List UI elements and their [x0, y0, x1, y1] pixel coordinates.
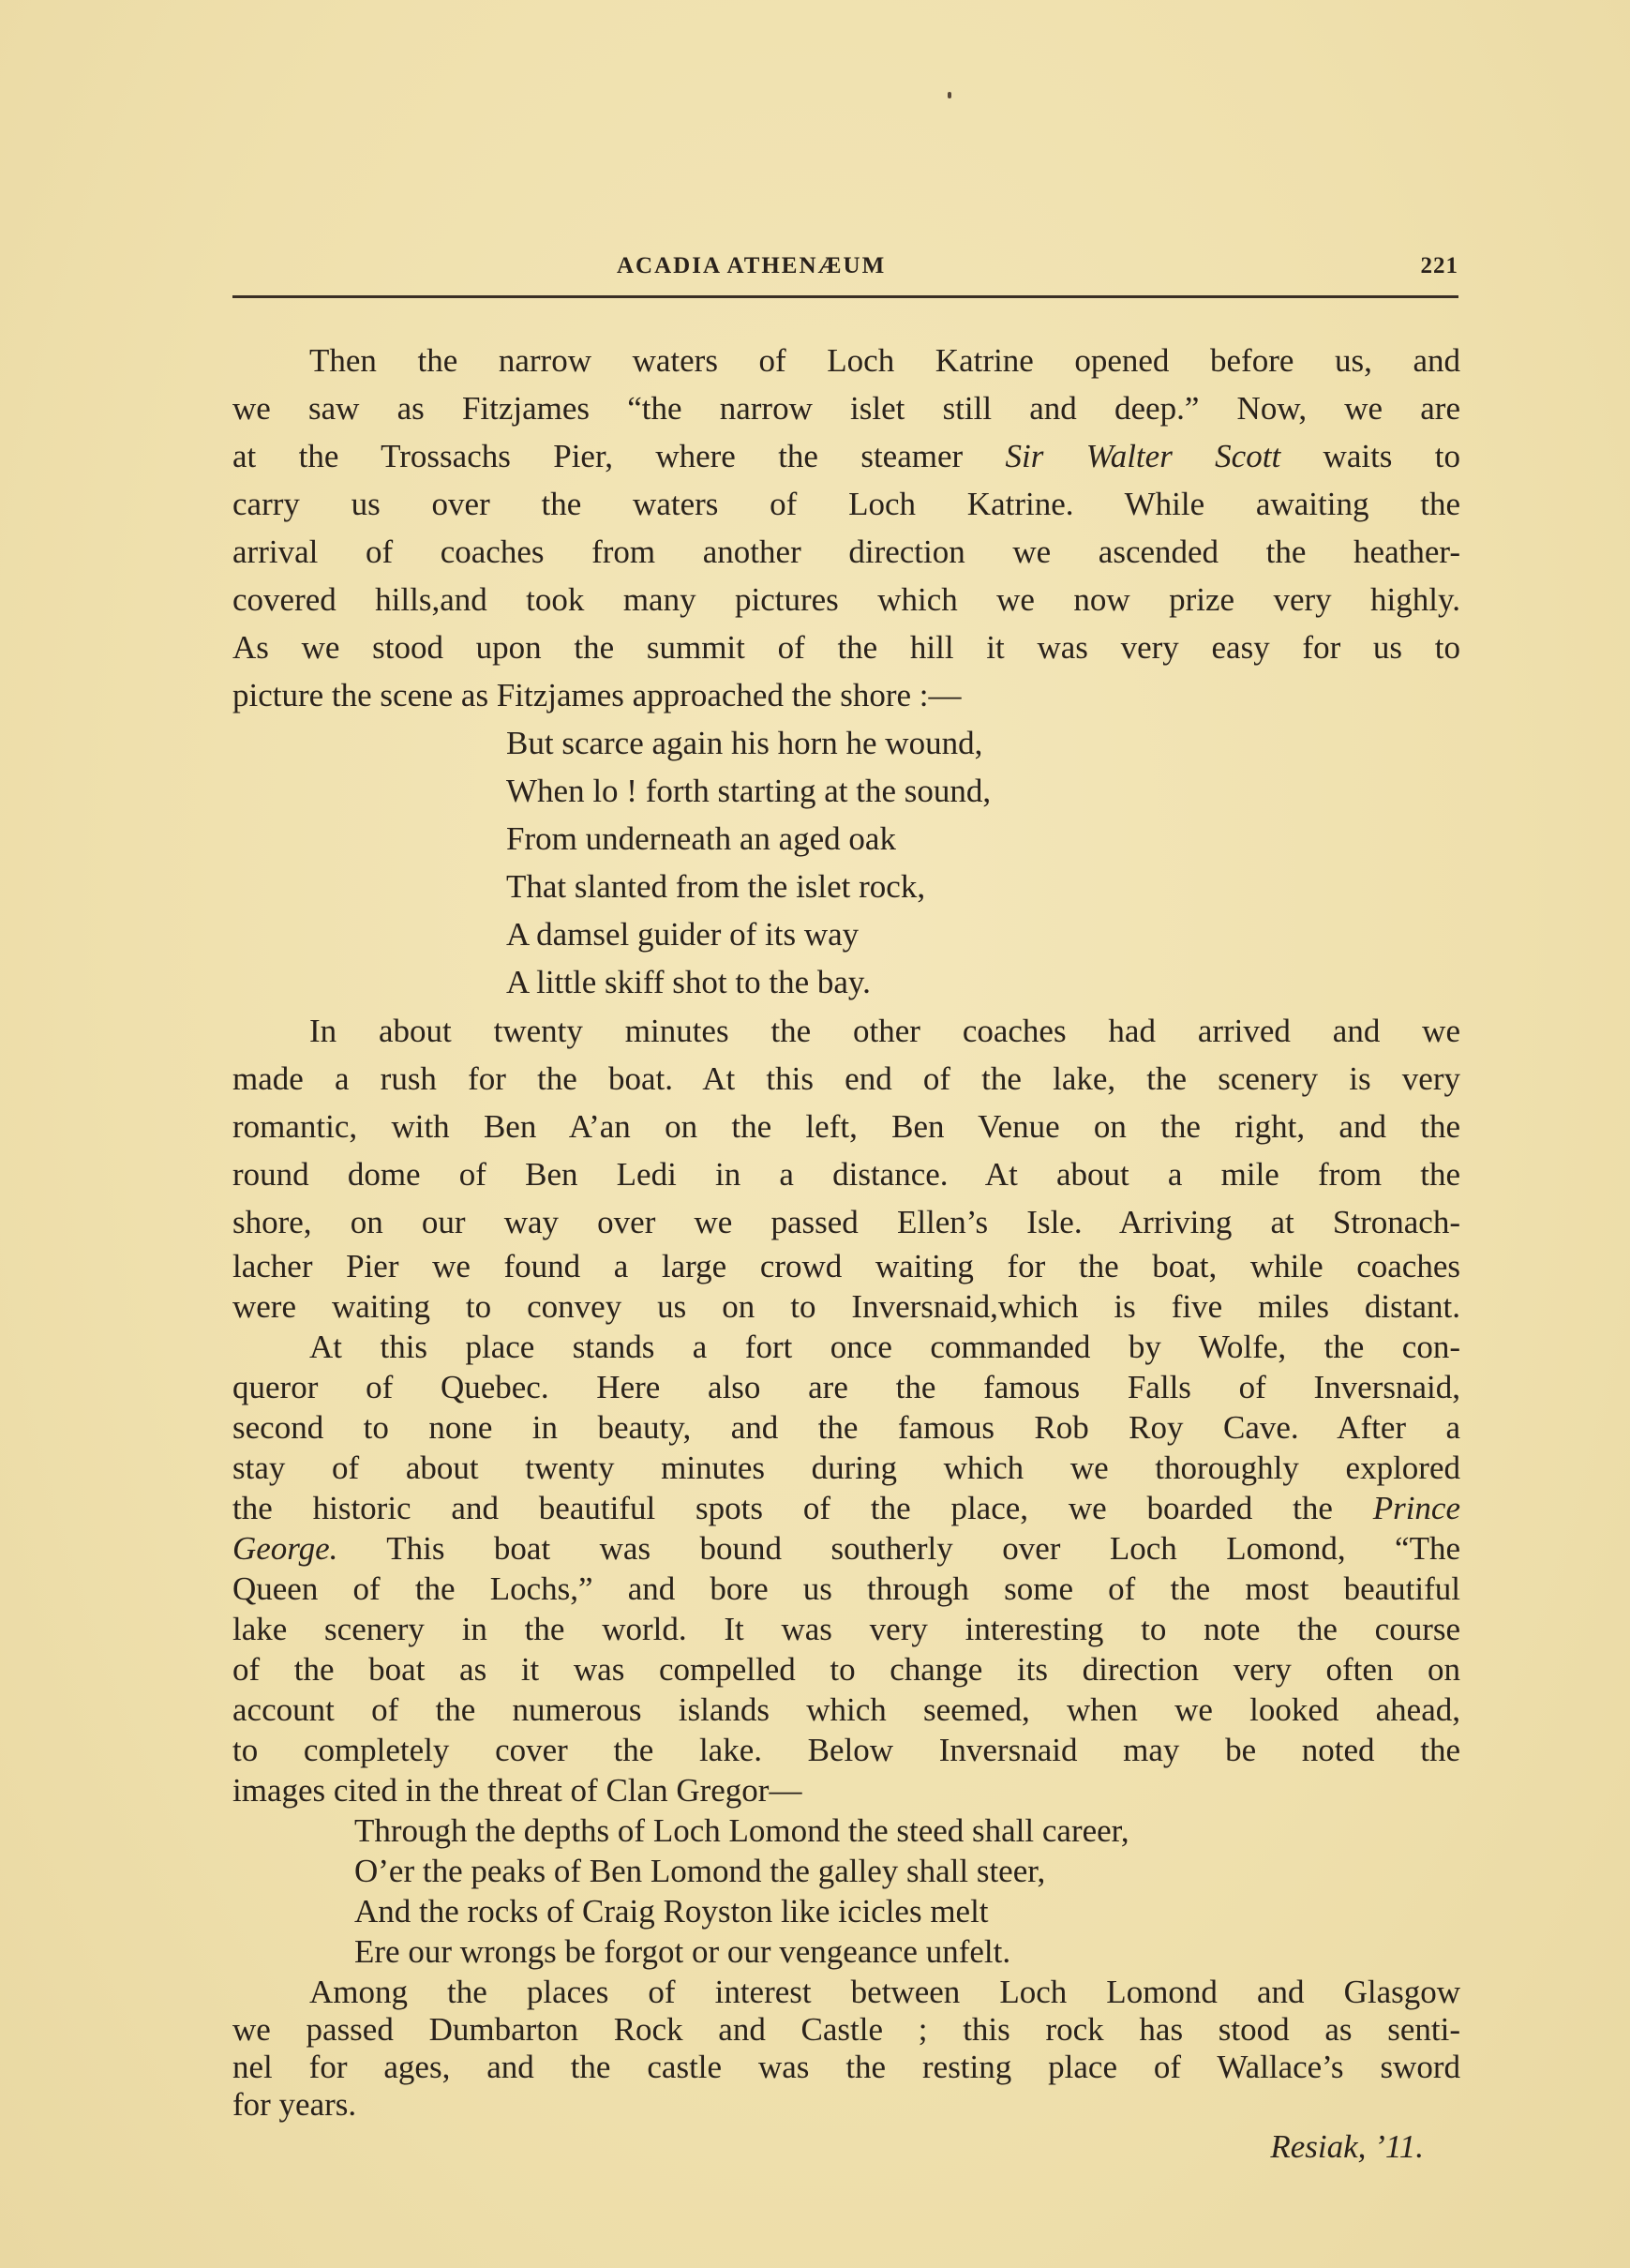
text-line: round dome of Ben Ledi in a distance. At about a mile from the	[232, 1156, 1460, 1193]
text-line: at the Trossachs Pier, where the steamer Sir Walter Scott waits to	[232, 438, 1461, 474]
text-line: Then the narrow waters of Loch Katrine opened before us, and	[309, 342, 1460, 379]
text-line: of the boat as it was compelled to change its direction very often on	[232, 1651, 1460, 1688]
text-line: covered hills,and took many pictures which we now prize very highly.	[232, 581, 1460, 618]
text-line: lacher Pier we found a large crowd waiting for the boat, while coaches	[232, 1248, 1460, 1284]
text-line: to completely cover the lake. Below Inversnaid may be noted the	[232, 1732, 1460, 1768]
ship-name: Sir Walter Scott	[1005, 438, 1281, 474]
verse-line: But scarce again his horn he wound,	[506, 725, 983, 761]
running-header	[232, 248, 1458, 285]
text-line: George. This boat was bound southerly over Loch Lomond, “The	[232, 1530, 1460, 1567]
text-line: lake scenery in the world. It was very interesting to note the course	[232, 1611, 1460, 1647]
text-line: were waiting to convey us on to Inversnaid,which is five miles distant.	[232, 1288, 1460, 1325]
text-line: At this place stands a fort once commanded by Wolfe, the con-	[309, 1329, 1460, 1365]
text-line: picture the scene as Fitzjames approached the shore :—	[232, 677, 962, 713]
text-line: we saw as Fitzjames “the narrow islet still and deep.” Now, we are	[232, 390, 1460, 427]
text-line: second to none in beauty, and the famous Rob Roy Cave. After a	[232, 1409, 1460, 1446]
verse-line: Through the depths of Loch Lomond the steed shall career,	[354, 1812, 1129, 1849]
ship-name: George.	[232, 1530, 338, 1567]
journal-title: ACADIA ATHENÆUM	[617, 253, 887, 278]
text-line: romantic, with Ben A’an on the left, Ben Venue on the right, and the	[232, 1108, 1460, 1145]
ink-speck	[948, 92, 951, 98]
verse-line: A damsel guider of its way	[506, 916, 860, 953]
text-line: As we stood upon the summit of the hill it was very easy for us to	[232, 629, 1460, 666]
text-line: stay of about twenty minutes during which we thoroughly explored	[232, 1449, 1460, 1486]
verse-line: Ere our wrongs be forgot or our vengeance unfelt.	[354, 1933, 1011, 1970]
text-line: account of the numerous islands which seemed, when we looked ahead,	[232, 1691, 1460, 1728]
text-line: images cited in the threat of Clan Gregor—	[232, 1772, 802, 1809]
text-line: carry us over the waters of Loch Katrine. While awaiting the	[232, 486, 1460, 522]
signature: Resiak, ’11.	[1270, 2128, 1424, 2165]
verse-line: When lo ! forth starting at the sound,	[506, 773, 992, 809]
text-line: arrival of coaches from another direction we ascended the heather-	[232, 533, 1460, 570]
text-line: Queen of the Lochs,” and bore us through some of the most beautiful	[232, 1570, 1460, 1607]
text-line: shore, on our way over we passed Ellen’s Isle. Arriving at Stronach-	[232, 1204, 1460, 1240]
page-number: 221	[1420, 253, 1458, 278]
text-line: queror of Quebec. Here also are the famous Falls of Inversnaid,	[232, 1369, 1460, 1405]
text-line: the historic and beautiful spots of the place, we boarded the Prince	[232, 1490, 1460, 1526]
verse-line: A little skiff shot to the bay.	[506, 964, 871, 1000]
text-line: we passed Dumbarton Rock and Castle ; this rock has stood as senti-	[232, 2011, 1460, 2048]
verse-line: From underneath an aged oak	[506, 820, 896, 857]
text-line: nel for ages, and the castle was the resting place of Wallace’s sword	[232, 2049, 1460, 2085]
ship-name: Prince	[1372, 1490, 1460, 1526]
verse-line: And the rocks of Craig Royston like icicles melt	[354, 1893, 989, 1930]
header-rule	[232, 295, 1458, 298]
text-line: made a rush for the boat. At this end of the lake, the scenery is very	[232, 1060, 1460, 1097]
verse-line: That slanted from the islet rock,	[506, 868, 926, 905]
text-line: for years.	[232, 2086, 357, 2123]
verse-line: O’er the peaks of Ben Lomond the galley shall steer,	[354, 1853, 1046, 1889]
text-line: In about twenty minutes the other coaches had arrived and we	[309, 1013, 1460, 1049]
text-line: Among the places of interest between Loch Lomond and Glasgow	[309, 1974, 1460, 2010]
